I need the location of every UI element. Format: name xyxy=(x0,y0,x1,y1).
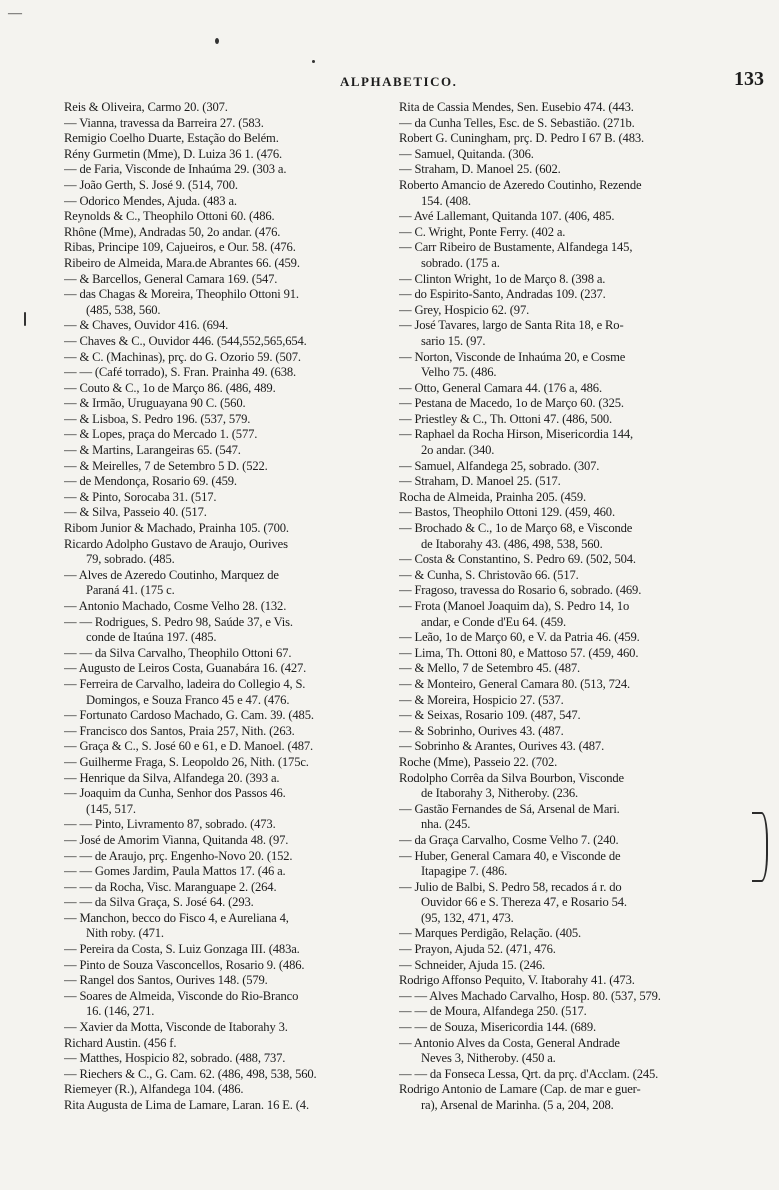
right-column-entry: — da Graça Carvalho, Cosme Velho 7. (240. xyxy=(399,832,619,847)
right-column-entry: — do Espirito-Santo, Andradas 109. (237. xyxy=(399,287,606,302)
left-column-entry: — Guilherme Fraga, S. Leopoldo 26, Nith. (175c. xyxy=(64,754,309,769)
left-column-entry: — — de Araujo, prç. Engenho-Novo 20. (152. xyxy=(64,848,293,863)
right-column-entry: ra), Arsenal de Marinha. (5 a, 204, 208. xyxy=(421,1098,614,1112)
left-column-entry: Ribom Junior & Machado, Prainha 105. (700. xyxy=(64,521,289,536)
right-column-entry: Ouvidor 66 e S. Thereza 47, e Rosario 54. xyxy=(421,895,627,910)
right-column-entry: Rodrigo Affonso Pequito, V. Itaborahy 41. (473. xyxy=(399,973,635,988)
left-column-entry: — Joaquim da Cunha, Senhor dos Passos 46. xyxy=(64,786,286,801)
left-column-entry: Riemeyer (R.), Alfandega 104. (486. xyxy=(64,1082,244,1097)
left-column-entry: conde de Itaúna 197. (485. xyxy=(86,630,217,645)
left-column-entry: Ribeiro de Almeida, Mara.de Abrantes 66. (459. xyxy=(64,255,300,270)
left-column-entry: Paraná 41. (175 c. xyxy=(86,583,175,598)
left-column-entry: — — da Rocha, Visc. Maranguape 2. (264. xyxy=(64,879,277,894)
right-column xyxy=(399,100,741,1114)
right-column-entry: sario 15. (97. xyxy=(421,333,486,348)
left-column-entry: — & Martins, Larangeiras 65. (547. xyxy=(64,443,241,458)
right-column-entry: — Pestana de Macedo, 1o de Março 60. (325. xyxy=(399,396,624,411)
left-column-entry: Nith roby. (471. xyxy=(86,926,164,941)
left-column-entry: — Chaves & C., Ouvidor 446. (544,552,565,654. xyxy=(64,333,307,348)
right-column-entry: — & Monteiro, General Camara 80. (513, 724. xyxy=(399,676,631,691)
right-column-entry: sobrado. (175 a. xyxy=(421,255,500,270)
left-column-entry: Domingos, e Souza Franco 45 e 47. (476. xyxy=(86,692,290,707)
right-column-entry: — Sobrinho & Arantes, Ourives 43. (487. xyxy=(399,739,605,754)
right-column-entry: — Carr Ribeiro de Bustamente, Alfandega 145, xyxy=(399,240,633,255)
right-column-entry: nha. (245. xyxy=(421,817,471,832)
left-column-entry: — Rangel dos Santos, Ourives 148. (579. xyxy=(64,973,268,988)
ink-speck xyxy=(215,38,219,44)
right-column-entry: — Priestley & C., Th. Ottoni 47. (486, 500. xyxy=(399,411,613,426)
running-title: ALPHABETICO. xyxy=(340,74,458,89)
right-column-entry: 2o andar. (340. xyxy=(421,443,495,458)
left-column-entry: 79, sobrado. (485. xyxy=(86,552,175,567)
right-column-entry: Rita de Cassia Mendes, Sen. Eusebio 474. (443. xyxy=(399,100,634,114)
right-column-entry: — Samuel, Quitanda. (306. xyxy=(399,146,534,161)
right-column-entry: Neves 3, Nitheroby. (450 a. xyxy=(421,1051,556,1066)
ink-speck xyxy=(24,312,26,326)
right-column-entry: (95, 132, 471, 473. xyxy=(421,910,514,925)
right-column-entry: — Julio de Balbi, S. Pedro 58, recados á r. do xyxy=(399,879,622,894)
right-column-entry: de Itaborahy 43. (486, 498, 538, 560. xyxy=(421,536,603,551)
left-column-entry: — Francisco dos Santos, Praia 257, Nith. (263. xyxy=(64,723,295,738)
left-column-entry: — Couto & C., 1o de Março 86. (486, 489. xyxy=(64,380,276,395)
left-column-entry: — de Mendonça, Rosario 69. (459. xyxy=(64,474,237,489)
right-column-entry: — Samuel, Alfandega 25, sobrado. (307. xyxy=(399,458,600,473)
page-number: 133 xyxy=(734,68,764,90)
left-column-entry: Reis & Oliveira, Carmo 20. (307. xyxy=(64,100,228,114)
right-column-entry: — & Cunha, S. Christovão 66. (517. xyxy=(399,567,579,582)
page-top-mark: — xyxy=(8,6,22,21)
right-column-entry: Velho 75. (486. xyxy=(421,365,497,380)
left-column-entry: Rény Gurmetin (Mme), D. Luiza 36 1. (476. xyxy=(64,146,283,161)
right-column-entry: — Schneider, Ajuda 15. (246. xyxy=(399,957,546,972)
right-column-entry: — Leão, 1o de Março 60, e V. da Patria 46. (459. xyxy=(399,630,640,645)
right-column-entry: — Frota (Manoel Joaquim da), S. Pedro 14, 1o xyxy=(399,599,630,613)
left-column-entry: — & Irmão, Uruguayana 90 C. (560. xyxy=(64,396,246,411)
left-column-entry: — & C. (Machinas), prç. do G. Ozorio 59. (507. xyxy=(64,349,301,364)
left-column-entry: — — Pinto, Livramento 87, sobrado. (473. xyxy=(64,817,276,832)
left-column-entry: — — Rodrigues, S. Pedro 98, Saúde 37, e Vis. xyxy=(64,614,293,629)
left-column-entry: — Alves de Azeredo Coutinho, Marquez de xyxy=(64,567,279,582)
right-column-entry: — Prayon, Ajuda 52. (471, 476. xyxy=(399,942,556,957)
right-column-entry: — José Tavares, largo de Santa Rita 18, e Ro- xyxy=(399,318,624,333)
left-column-entry: — Ferreira de Carvalho, ladeira do Collegio 4, S. xyxy=(64,676,306,691)
right-column-entry: 154. (408. xyxy=(421,193,471,208)
left-column-entry: — & Lisboa, S. Pedro 196. (537, 579. xyxy=(64,411,251,426)
left-column-entry: — de Faria, Visconde de Inhaúma 29. (303 a. xyxy=(64,162,287,177)
left-column-entry: — Xavier da Motta, Visconde de Itaborahy 3. xyxy=(64,1020,288,1035)
left-column-entry: — & Meirelles, 7 de Setembro 5 D. (522. xyxy=(64,458,268,473)
right-column-entry: — Clinton Wright, 1o de Março 8. (398 a. xyxy=(399,271,606,286)
right-column-entry: — Lima, Th. Ottoni 80, e Mattoso 57. (459, 460. xyxy=(399,645,639,660)
right-column-entry: Rodolpho Corrêa da Silva Bourbon, Visconde xyxy=(399,770,624,785)
ink-speck xyxy=(312,60,315,63)
right-column-entry: — Otto, General Camara 44. (176 a, 486. xyxy=(399,380,602,395)
right-column-entry: Rodrigo Antonio de Lamare (Cap. de mar e guer- xyxy=(399,1082,641,1097)
left-column-entry: — Henrique da Silva, Alfandega 20. (393 a. xyxy=(64,770,280,785)
right-column-entry: — Marques Perdigão, Relação. (405. xyxy=(399,926,582,941)
page-header xyxy=(0,68,779,92)
right-column-entry: — Straham, D. Manoel 25. (602. xyxy=(399,162,561,177)
left-column-entry: (145, 517. xyxy=(86,801,136,816)
right-column-entry: Roberto Amancio de Azeredo Coutinho, Rezende xyxy=(399,177,642,192)
right-column-entry: andar, e Conde d'Eu 64. (459. xyxy=(421,614,567,629)
right-column-entry: Roche (Mme), Passeio 22. (702. xyxy=(399,754,558,769)
right-column-entry: — Fragoso, travessa do Rosario 6, sobrado. (469. xyxy=(399,583,642,598)
right-column-entry: — Huber, General Camara 40, e Visconde de xyxy=(399,848,621,863)
right-column-entry: — Antonio Alves da Costa, General Andrade xyxy=(399,1035,620,1050)
left-column-entry: (485, 538, 560. xyxy=(86,302,161,317)
right-column-entry: Rocha de Almeida, Prainha 205. (459. xyxy=(399,489,586,504)
left-column-entry: Remigio Coelho Duarte, Estação do Belém. xyxy=(64,131,279,146)
left-column-entry: — — (Café torrado), S. Fran. Prainha 49. (638. xyxy=(64,365,296,380)
right-column-entry: — & Seixas, Rosario 109. (487, 547. xyxy=(399,708,581,723)
right-column-entry: — — Alves Machado Carvalho, Hosp. 80. (537, 579. xyxy=(399,988,661,1003)
right-column-entry: — C. Wright, Ponte Ferry. (402 a. xyxy=(399,224,566,239)
left-column-entry: — Antonio Machado, Cosme Velho 28. (132. xyxy=(64,599,287,613)
right-column-entry: — & Moreira, Hospicio 27. (537. xyxy=(399,692,564,707)
left-column-entry: — Riechers & C., G. Cam. 62. (486, 498, 538, 560. xyxy=(64,1066,317,1081)
right-column-entry: Itapagipe 7. (486. xyxy=(421,864,508,879)
left-column-entry: — Odorico Mendes, Ajuda. (483 a. xyxy=(64,193,237,208)
left-column-entry: — Manchon, becco do Fisco 4, e Aureliana 4, xyxy=(64,910,289,925)
left-column-entry: — & Silva, Passeio 40. (517. xyxy=(64,505,207,520)
right-column-entry: Robert G. Cuningham, prç. D. Pedro I 67 B. (483. xyxy=(399,131,644,146)
left-column-entry: — & Pinto, Sorocaba 31. (517. xyxy=(64,489,217,504)
right-column-entry: de Itaborahy 3, Nitheroby. (236. xyxy=(421,786,579,801)
left-column-entry: — Pinto de Souza Vasconcellos, Rosario 9. (486. xyxy=(64,957,305,972)
left-column-entry: — João Gerth, S. José 9. (514, 700. xyxy=(64,177,238,192)
page-edge-blot xyxy=(752,812,768,882)
left-column-entry: — — da Silva Graça, S. José 64. (293. xyxy=(64,895,254,910)
left-column-entry: — & Lopes, praça do Mercado 1. (577. xyxy=(64,427,258,442)
right-column-entry: — — da Fonseca Lessa, Qrt. da prç. d'Acclam. (245. xyxy=(399,1066,659,1081)
left-column-entry: — Matthes, Hospicio 82, sobrado. (488, 737. xyxy=(64,1051,286,1066)
right-column-entry: — Costa & Constantino, S. Pedro 69. (502, 504. xyxy=(399,552,636,567)
right-column-entry: — & Sobrinho, Ourives 43. (487. xyxy=(399,723,564,738)
right-column-entry: — & Mello, 7 de Setembro 45. (487. xyxy=(399,661,580,676)
right-column-entry: — Gastão Fernandes de Sá, Arsenal de Mari. xyxy=(399,801,620,816)
right-column-entry: — Norton, Visconde de Inhaúma 20, e Cosme xyxy=(399,349,626,364)
right-column-entry: — Grey, Hospicio 62. (97. xyxy=(399,302,530,317)
left-column-entry: — — da Silva Carvalho, Theophilo Ottoni 67. xyxy=(64,645,292,660)
right-column-entry: — Raphael da Rocha Hirson, Misericordia 144, xyxy=(399,427,634,442)
left-column-entry: — & Chaves, Ouvidor 416. (694. xyxy=(64,318,229,333)
right-column-entry: — — de Moura, Alfandega 250. (517. xyxy=(399,1004,587,1019)
left-column-entry: — Vianna, travessa da Barreira 27. (583. xyxy=(64,115,264,130)
right-column-entry: — Straham, D. Manoel 25. (517. xyxy=(399,474,561,489)
left-column xyxy=(64,100,399,1114)
left-column-entry: — & Barcellos, General Camara 169. (547. xyxy=(64,271,278,286)
left-column-entry: — Augusto de Leiros Costa, Guanabára 16. (427. xyxy=(64,661,307,676)
left-column-entry: — Fortunato Cardoso Machado, G. Cam. 39. (485. xyxy=(64,708,314,723)
left-column-entry: — José de Amorim Vianna, Quitanda 48. (97. xyxy=(64,832,289,847)
left-column-entry: — Pereira da Costa, S. Luiz Gonzaga III. (483a. xyxy=(64,942,300,957)
left-column-entry: Ribas, Principe 109, Cajueiros, e Our. 58. (476. xyxy=(64,240,296,255)
left-column-entry: — Soares de Almeida, Visconde do Rio-Branco xyxy=(64,988,299,1003)
right-column-entry: — — de Souza, Misericordia 144. (689. xyxy=(399,1020,596,1035)
left-column-entry: Richard Austin. (456 f. xyxy=(64,1035,177,1050)
right-column-entry: — da Cunha Telles, Esc. de S. Sebastião. (271b. xyxy=(399,115,635,130)
left-column-entry: 16. (146, 271. xyxy=(86,1004,155,1019)
left-column-entry: Ricardo Adolpho Gustavo de Araujo, Ourives xyxy=(64,536,288,551)
right-column-entry: — Bastos, Theophilo Ottoni 129. (459, 460. xyxy=(399,505,615,520)
left-column-entry: Reynolds & C., Theophilo Ottoni 60. (486. xyxy=(64,209,275,224)
left-column-entry: Rhône (Mme), Andradas 50, 2o andar. (476. xyxy=(64,224,281,239)
left-column-entry: — — Gomes Jardim, Paula Mattos 17. (46 a. xyxy=(64,864,286,879)
right-column-entry: — Avé Lallemant, Quitanda 107. (406, 485. xyxy=(399,209,615,224)
left-column-entry: — das Chagas & Moreira, Theophilo Ottoni 91. xyxy=(64,287,299,302)
right-column-entry: — Brochado & C., 1o de Março 68, e Visconde xyxy=(399,521,633,536)
left-column-entry: Rita Augusta de Lima de Lamare, Laran. 16 E. (4. xyxy=(64,1098,309,1112)
left-column-entry: — Graça & C., S. José 60 e 61, e D. Manoel. (487. xyxy=(64,739,314,754)
